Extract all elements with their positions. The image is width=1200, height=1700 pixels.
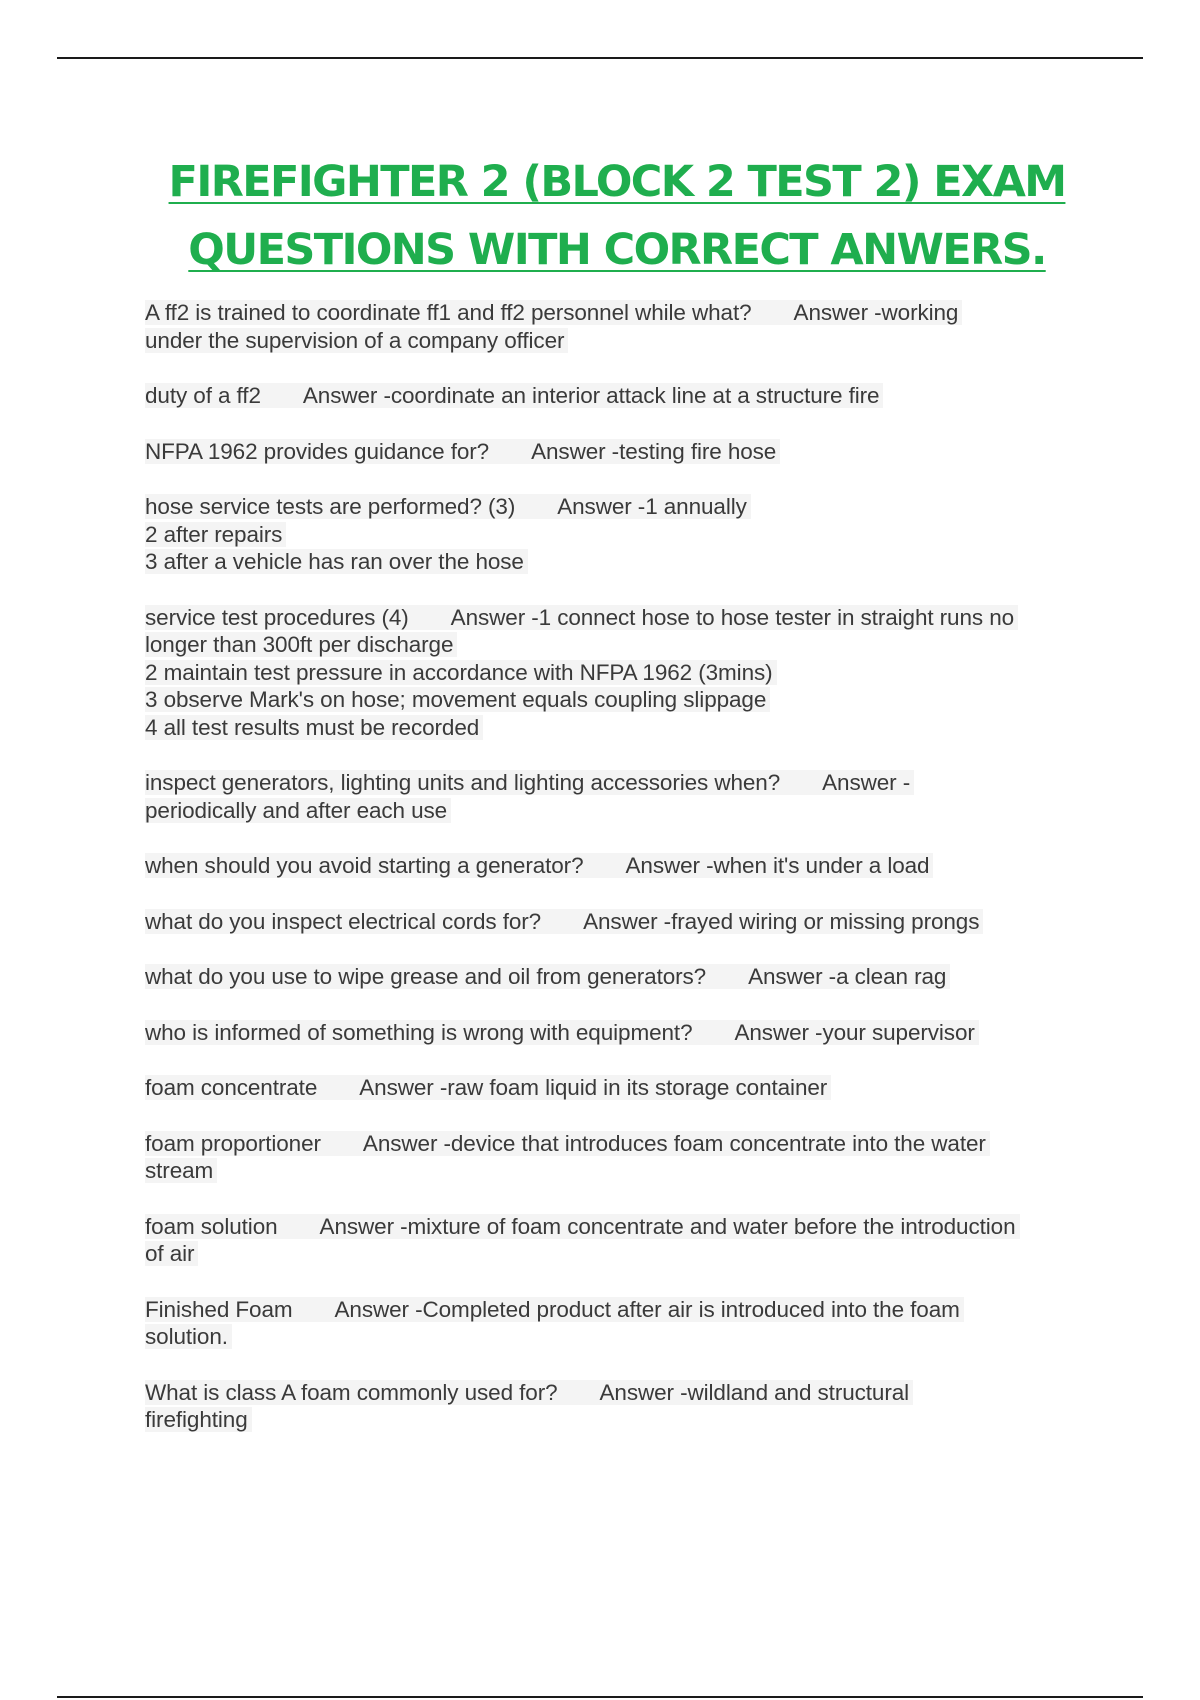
title-line-2: QUESTIONS WITH CORRECT ANWERS. bbox=[188, 225, 1046, 275]
bottom-rule bbox=[57, 1696, 1143, 1698]
question-text: foam proportioner bbox=[145, 1130, 321, 1156]
answer-continuation-line bbox=[145, 686, 1095, 714]
answer-text: Answer -raw foam liquid in its storage container bbox=[359, 1075, 828, 1100]
question-text: inspect generators, lighting units and lighting accessories when? bbox=[145, 770, 781, 795]
answer-continuation-line bbox=[145, 714, 1095, 742]
question-text: duty of a ff2 bbox=[145, 383, 261, 408]
qa-first-line bbox=[145, 1213, 1095, 1241]
answer-continuation-line bbox=[145, 1157, 1095, 1185]
answer-continuation-text: longer than 300ft per discharge bbox=[145, 632, 457, 657]
answer-continuation-text: 2 maintain test pressure in accordance with NFPA 1962 (3mins) bbox=[145, 660, 777, 685]
qa-first-line bbox=[145, 963, 1095, 991]
qa-first-line bbox=[145, 1379, 1095, 1407]
answer-text: Answer -your supervisor bbox=[734, 1019, 975, 1045]
answer-text: Answer -1 annually bbox=[557, 494, 747, 519]
answer-continuation-line bbox=[145, 631, 1095, 659]
qa-item bbox=[145, 604, 1095, 742]
answer-text: Answer -when it's under a load bbox=[625, 853, 930, 878]
answer-continuation-line bbox=[145, 1406, 1095, 1434]
qa-first-line-text bbox=[145, 1075, 831, 1100]
qa-first-line bbox=[145, 1296, 1095, 1324]
qa-first-line-text bbox=[145, 964, 950, 989]
qa-item bbox=[145, 1074, 1095, 1102]
answer-text: Answer -device that introduces foam concentrate into the water bbox=[362, 1130, 986, 1156]
qa-item bbox=[145, 1379, 1095, 1434]
answer-text: Answer -mixture of foam concentrate and water before the introduction bbox=[319, 1213, 1016, 1239]
top-rule bbox=[57, 57, 1143, 59]
qa-item bbox=[145, 299, 1095, 354]
qa-item bbox=[145, 769, 1095, 824]
question-text: foam solution bbox=[145, 1213, 278, 1239]
question-text: what do you inspect electrical cords for? bbox=[145, 908, 542, 934]
qa-first-line bbox=[145, 382, 1095, 410]
answer-text: Answer -wildland and structural bbox=[599, 1379, 910, 1405]
qa-first-line-text bbox=[145, 439, 780, 464]
question-text: Finished Foam bbox=[145, 1296, 293, 1322]
question-text: who is informed of something is wrong with equipment? bbox=[145, 1019, 693, 1045]
answer-continuation-text: 2 after repairs bbox=[145, 522, 286, 547]
qa-first-line-text bbox=[145, 909, 983, 934]
qa-first-line bbox=[145, 908, 1095, 936]
answer-continuation-text: solution. bbox=[145, 1324, 232, 1349]
answer-text: Answer -coordinate an interior attack line at a structure fire bbox=[302, 383, 880, 408]
qa-first-line bbox=[145, 1130, 1095, 1158]
qa-first-line bbox=[145, 604, 1095, 632]
qa-item bbox=[145, 963, 1095, 991]
qa-first-line-text bbox=[145, 1020, 979, 1045]
qa-first-line-text bbox=[145, 383, 883, 408]
title-line-1: FIREFIGHTER 2 (BLOCK 2 TEST 2) EXAM bbox=[168, 157, 1066, 207]
answer-text: Answer -frayed wiring or missing prongs bbox=[583, 908, 980, 934]
answer-text: Answer -testing fire hose bbox=[531, 438, 777, 464]
answer-text: Answer - bbox=[822, 770, 911, 795]
answer-continuation-line bbox=[145, 521, 1095, 549]
qa-first-line bbox=[145, 299, 1095, 327]
answer-continuation-line bbox=[145, 327, 1095, 355]
answer-continuation-text: 3 observe Mark's on hose; movement equals coupling slippage bbox=[145, 687, 770, 712]
question-text: NFPA 1962 provides guidance for? bbox=[145, 438, 490, 464]
question-text: What is class A foam commonly used for? bbox=[145, 1379, 558, 1405]
qa-first-line bbox=[145, 1074, 1095, 1102]
qa-first-line-text bbox=[145, 494, 751, 519]
answer-continuation-text: periodically and after each use bbox=[145, 798, 451, 823]
answer-continuation-text: 3 after a vehicle has ran over the hose bbox=[145, 549, 528, 574]
question-answer-list bbox=[145, 299, 1095, 1462]
qa-item bbox=[145, 852, 1095, 880]
answer-continuation-text: firefighting bbox=[145, 1407, 252, 1432]
qa-first-line-text bbox=[145, 853, 933, 878]
qa-item bbox=[145, 493, 1095, 576]
answer-text: Answer -a clean rag bbox=[748, 964, 947, 989]
qa-first-line-text bbox=[145, 605, 1018, 630]
answer-continuation-text: under the supervision of a company officer bbox=[145, 328, 568, 353]
answer-text: Answer -Completed product after air is introduced into the foam bbox=[334, 1296, 960, 1322]
answer-continuation-text: stream bbox=[145, 1158, 217, 1183]
qa-first-line bbox=[145, 438, 1095, 466]
qa-item bbox=[145, 382, 1095, 410]
qa-first-line bbox=[145, 852, 1095, 880]
answer-continuation-text: 4 all test results must be recorded bbox=[145, 715, 483, 740]
answer-continuation-text: of air bbox=[145, 1241, 198, 1266]
document-title bbox=[0, 148, 1200, 284]
answer-continuation-line bbox=[145, 797, 1095, 825]
qa-first-line-text bbox=[145, 770, 914, 795]
qa-item bbox=[145, 1296, 1095, 1351]
qa-first-line-text bbox=[145, 1131, 990, 1156]
qa-item bbox=[145, 1130, 1095, 1185]
answer-continuation-line bbox=[145, 1240, 1095, 1268]
qa-first-line-text bbox=[145, 300, 962, 325]
answer-text: Answer -1 connect hose to hose tester in straight runs no bbox=[450, 604, 1015, 630]
question-text: when should you avoid starting a generator? bbox=[145, 853, 584, 878]
qa-first-line bbox=[145, 493, 1095, 521]
qa-item bbox=[145, 1019, 1095, 1047]
qa-item bbox=[145, 908, 1095, 936]
answer-text: Answer -working bbox=[793, 300, 959, 325]
answer-continuation-line bbox=[145, 659, 1095, 687]
qa-first-line bbox=[145, 1019, 1095, 1047]
question-text: what do you use to wipe grease and oil from generators? bbox=[145, 964, 707, 989]
qa-first-line bbox=[145, 769, 1095, 797]
qa-first-line-text bbox=[145, 1380, 913, 1405]
qa-first-line-text bbox=[145, 1297, 964, 1322]
question-text: foam concentrate bbox=[145, 1075, 318, 1100]
question-text: A ff2 is trained to coordinate ff1 and ff2 personnel while what? bbox=[145, 300, 752, 325]
qa-item bbox=[145, 1213, 1095, 1268]
question-text: service test procedures (4) bbox=[145, 604, 409, 630]
answer-continuation-line bbox=[145, 548, 1095, 576]
qa-first-line-text bbox=[145, 1214, 1020, 1239]
answer-continuation-line bbox=[145, 1323, 1095, 1351]
qa-item bbox=[145, 438, 1095, 466]
question-text: hose service tests are performed? (3) bbox=[145, 494, 516, 519]
